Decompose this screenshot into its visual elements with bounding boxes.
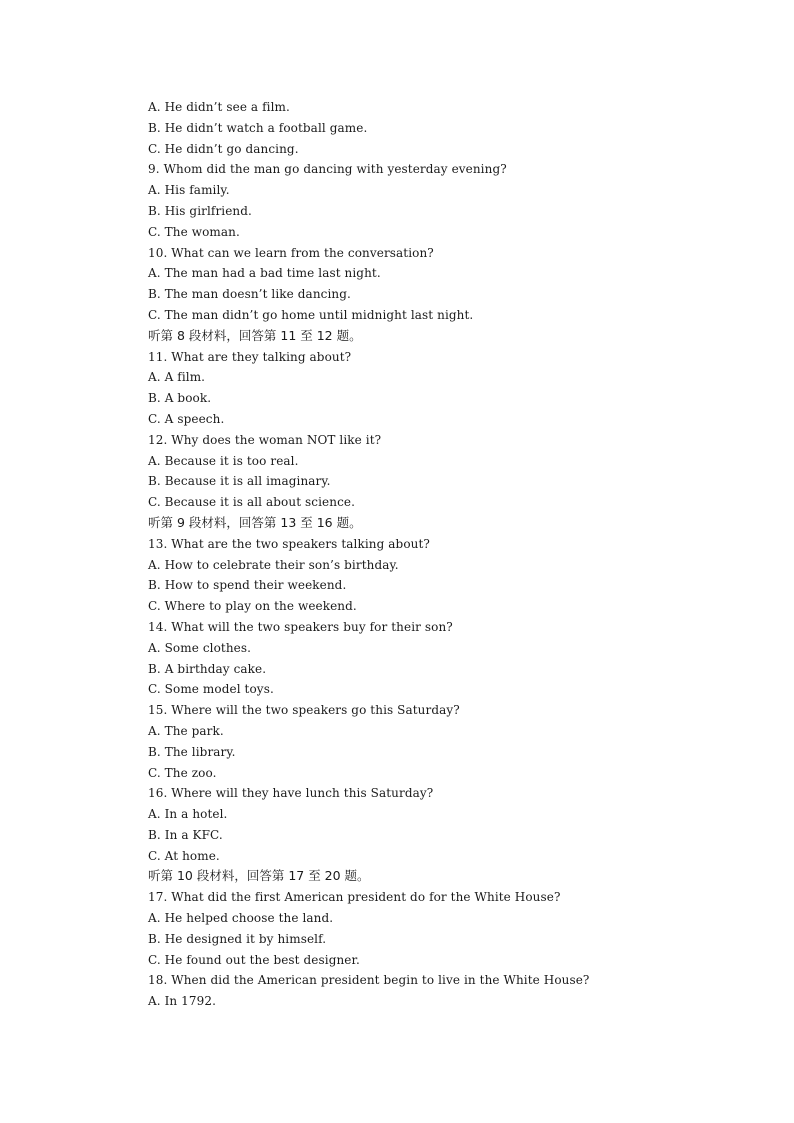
document-body [148, 97, 748, 1012]
question-text: 15. Where will the two speakers go this Saturday? [148, 703, 460, 718]
answer-option: C. The man didn’t go home until midnight last night. [148, 307, 474, 322]
answer-option: A. How to celebrate their son’s birthday. [148, 557, 399, 572]
answer-option: B. He designed it by himself. [148, 931, 327, 946]
answer-option: B. Because it is all imaginary. [148, 474, 331, 489]
answer-option: C. Where to play on the weekend. [148, 599, 357, 614]
answer-option: A. In 1792. [148, 994, 217, 1009]
answer-option: B. His girlfriend. [148, 203, 252, 218]
answer-option: A. The man had a bad time last night. [148, 266, 381, 281]
section-heading: 听第 9 段材料，回答第 13 至 16 题。 [148, 514, 362, 530]
answer-option: A. In a hotel. [148, 807, 228, 822]
question-text: 10. What can we learn from the conversation? [148, 245, 434, 260]
answer-option: B. A book. [148, 391, 212, 406]
question-text: 13. What are the two speakers talking about? [148, 536, 430, 551]
question-text: 12. Why does the woman NOT like it? [148, 432, 382, 447]
answer-option: B. In a KFC. [148, 827, 223, 842]
question-text: 9. Whom did the man go dancing with yesterday evening? [148, 162, 507, 177]
answer-option: C. At home. [148, 848, 220, 863]
answer-option: B. How to spend their weekend. [148, 578, 347, 593]
answer-option: C. He didn’t go dancing. [148, 141, 299, 156]
question-text: 11. What are they talking about? [148, 349, 352, 364]
answer-option: A. He didn’t see a film. [148, 100, 290, 114]
question-text: 18. When did the American president begin to live in the White House? [148, 973, 590, 988]
answer-option: B. The library. [148, 744, 236, 759]
answer-option: B. A birthday cake. [148, 661, 267, 676]
answer-option: A. Because it is too real. [148, 453, 299, 468]
answer-option: C. The zoo. [148, 765, 217, 780]
answer-option: C. Because it is all about science. [148, 495, 356, 510]
answer-option: C. He found out the best designer. [148, 952, 360, 967]
section-heading: 听第 10 段材料，回答第 17 至 20 题。 [148, 868, 370, 884]
answer-option: A. His family. [148, 183, 230, 198]
section-heading: 听第 8 段材料，回答第 11 至 12 题。 [148, 327, 362, 343]
answer-option: B. He didn’t watch a football game. [148, 120, 368, 135]
answer-option: A. He helped choose the land. [148, 911, 334, 926]
question-text: 16. Where will they have lunch this Saturday? [148, 786, 434, 801]
question-text: 14. What will the two speakers buy for their son? [148, 619, 453, 634]
answer-option: C. Some model toys. [148, 682, 274, 697]
answer-option: B. The man doesn’t like dancing. [148, 287, 351, 302]
answer-option: A. A film. [148, 370, 206, 385]
answer-option: C. A speech. [148, 411, 225, 426]
question-text: 17. What did the first American president do for the White House? [148, 890, 561, 905]
answer-option: A. The park. [148, 723, 224, 738]
answer-option: C. The woman. [148, 224, 240, 239]
answer-option: A. Some clothes. [148, 640, 252, 655]
